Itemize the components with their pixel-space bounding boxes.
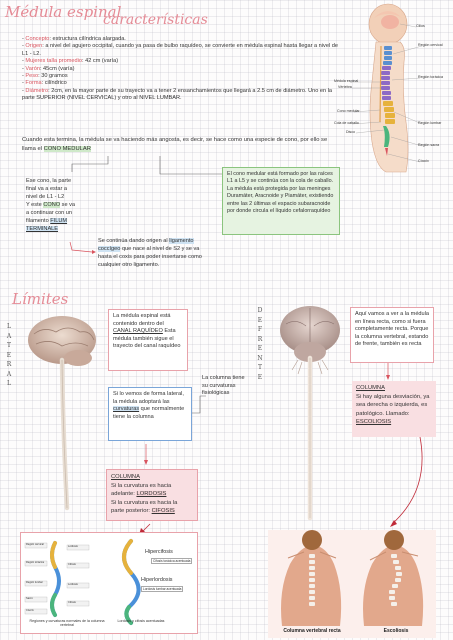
spine-label-toracica: Región torácica: [418, 75, 443, 79]
spine-label-sacra: Región sacra: [418, 143, 440, 147]
hipercifosis-label: Hipercifosis: [145, 549, 173, 555]
canal-box: La médula espinal está contenido dentro del CANAL RAQUÍDEO Esta médula también sigue el trayecto del canal raquídeo: [108, 309, 188, 371]
spine-label-cono: Cono medular: [337, 109, 360, 113]
spine-label-disco: Disco: [346, 130, 355, 134]
spine-label-medula: Médula espinal: [334, 79, 359, 83]
cone-box: Ese cono, la parte final va a estar a nivel de L1 - L2 Y este CONO se va a continuar con un filamento FILUM TERMINALE: [26, 178, 76, 232]
feature-item: - Diámetro: 2cm, en la mayor parte de su trayecto va a tener 2 ensanchamientos que llegará a 2.5 cm de diámetro. Uno en la parte SUPERIOR (NIVEL CERVICAL) y otro al NIVEL LUMBAR.: [22, 87, 333, 102]
feature-item: - Forma: cilíndrico: [22, 80, 67, 87]
spine-label-cilios: Cilios: [416, 24, 425, 28]
feature-item: - Peso: 30 gramos: [22, 73, 68, 80]
curves-tag: Región torácica: [26, 561, 45, 564]
lordosis-acentuada-label: Lordosis lumbar acentuada: [143, 587, 182, 591]
lordosis-cifosis-box: COLUMNA Si la curvatura es hacia adelante: LORDOSIS Si la curvatura es hacia la parte posterior: CIFOSIS: [106, 469, 198, 521]
lateral-label: L A T E R A L: [6, 323, 12, 387]
spine-label-lumbar: Región lumbar: [418, 121, 442, 125]
cone-paragraph: Cuando esta termina, la médula se va haciendo más angosta, es decir, se hace como una especie de cono, por ello se llama el CONO MEDULAR: [22, 137, 328, 152]
page-title: Médula espinal: [5, 3, 122, 21]
meninges-box: El cono medular está formado por las raíces L1 a L5 y se continúa con la cola de caballo. La médula está protegida por las meninges Duramáter, Aracnoide y Piamáter, existiendo entre las 2 últimas el espacio subaracnoide por donde circula el líquido cefalorraquídeo: [222, 167, 340, 235]
curves-caption-right: Lordosis y cifosis acentuadas: [117, 619, 165, 623]
cono-medular-highlight: CONO MEDULAR: [43, 146, 91, 152]
curves-caption-left: Regiones y curvaturas normales de la columna vertebral: [29, 619, 105, 628]
spine-label-cervical: Región cervical: [418, 43, 443, 47]
curvatures-side-note: La columna tiene su curvaturas fisiológicas: [202, 375, 245, 397]
spine-label-cola: Cola de caballo: [334, 121, 359, 125]
spine-label-coccix: Cóccix: [418, 159, 429, 163]
curves-tag: Lordosis: [68, 583, 78, 586]
feature-item: - Mujeres talla promedio: 42 cm (varía): [22, 58, 119, 65]
frente-label: D E F R E N T E: [257, 307, 263, 381]
spine-curves-diagram: [20, 532, 198, 634]
cifosis-acentuada-label: Cifosis torácica acentuada: [153, 559, 191, 563]
hiperlordosis-label: Hiperlordosis: [141, 577, 173, 583]
spine-label-vertebra: Vértebra: [338, 85, 352, 89]
caption-scoliosis: Escoliosis: [383, 628, 409, 634]
curves-tag: Cifosis: [68, 563, 76, 566]
curves-tag: Cóccix: [26, 609, 34, 612]
curves-tag: Región cervical: [26, 543, 44, 546]
curves-tag: Región lumbar: [26, 581, 43, 584]
scoliosis-illustration: [268, 530, 436, 638]
curves-tag: Lordosis: [68, 545, 78, 548]
straight-spine-box: Aquí vamos a ver a la médula en línea recta, como si fuera completamente recta. Porque la columna vertebral, estando de frente, también es recta: [350, 307, 434, 363]
feature-item: - Concepto: estructura cilíndrica alargada.: [22, 36, 126, 42]
feature-item: - Origen: a nivel del agujero occipital, cuando ya pasa de bulbo raquídeo, se convierte en médula espinal hasta llegar a nivel de L1 - L2.: [22, 43, 338, 57]
curves-tag: Sacro: [26, 597, 33, 600]
curves-tag: Cifosis: [68, 601, 76, 604]
curvatures-box: Si lo vemos de forma lateral, la médula adoptará las curvaturas que normalmente tiene la columna: [108, 387, 192, 441]
caption-straight-spine: Columna vertebral recta: [283, 628, 341, 634]
limites-title: Límites: [12, 290, 69, 308]
ligament-text: Se continúa dando origen al ligamento coccígeo que nace al nivel de S2 y se va hasta el coxis para poder insertarse como cualquier otro ligamento.: [98, 238, 202, 268]
page-subtitle: características: [103, 12, 208, 28]
feature-item: - Varón: 45cm (varía): [22, 65, 75, 72]
scoliosis-box: COLUMNA Si hay alguna desviación, ya sea derecha o izquierda, es patológico. Llamado: ESCOLIOSIS: [352, 381, 436, 437]
